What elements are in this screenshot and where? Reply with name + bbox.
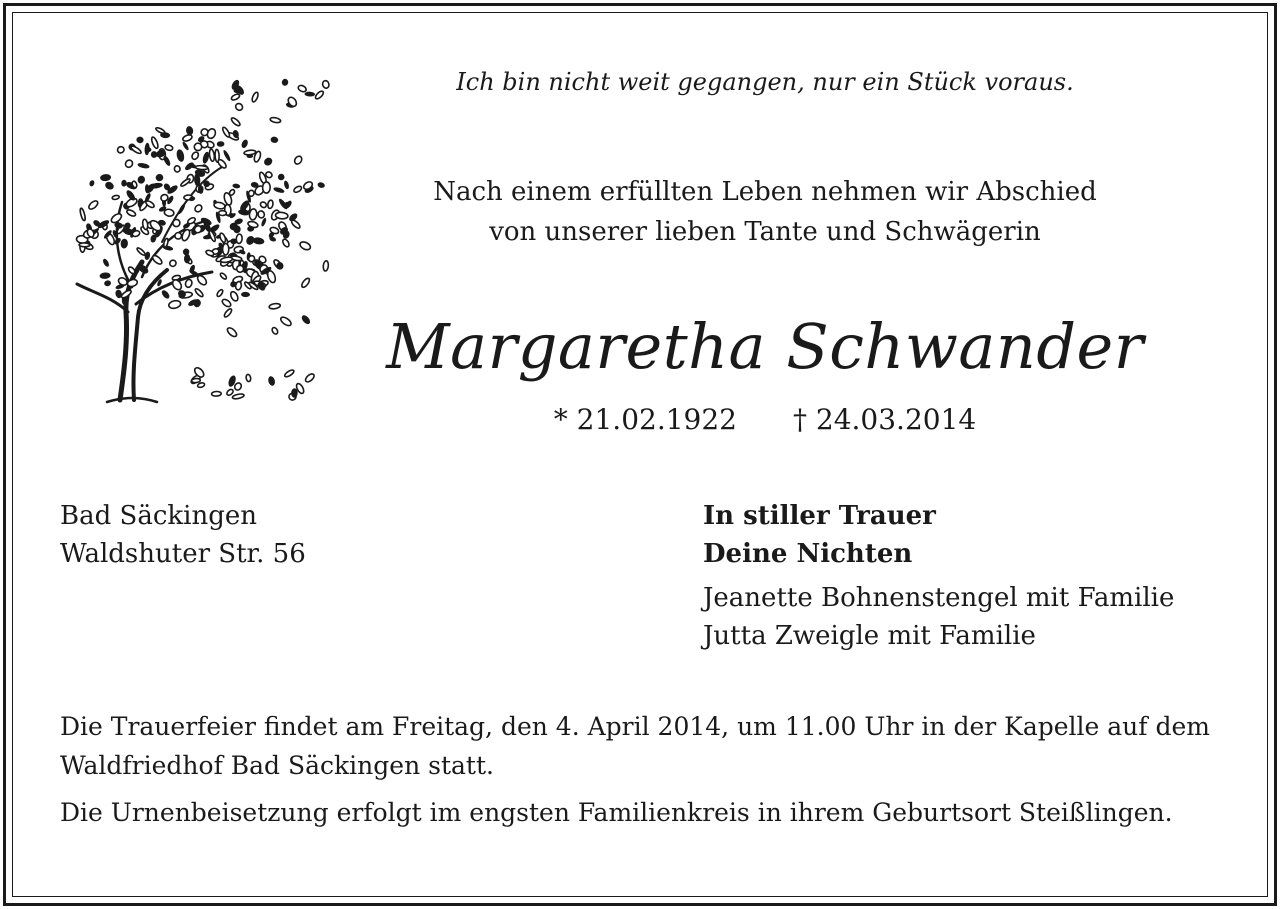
mourner-name: Jeanette Bohnenstengel mit Familie (703, 583, 1175, 613)
deceased-name: Margaretha Schwander (386, 310, 1144, 383)
motto-quote: Ich bin nicht weit gegangen, nur ein Stück voraus. (456, 68, 1074, 96)
intro-line-2: von unserer lieben Tante und Schwägerin (489, 217, 1041, 247)
address-block (60, 497, 306, 573)
mourners-heading (703, 497, 936, 573)
address-city: Bad Säckingen (60, 501, 257, 531)
burial-text: Die Urnenbeisetzung erfolgt im engsten Familienkreis in ihrem Geburtsort Steißlingen. (60, 798, 1173, 827)
mourning-phrase: In stiller Trauer (703, 501, 936, 531)
tree-icon (62, 72, 337, 407)
intro-text (380, 172, 1150, 252)
intro-line-1: Nach einem erfüllten Leben nehmen wir Abschied (433, 177, 1097, 207)
death-date: † 24.03.2014 (793, 403, 977, 436)
nieces-label: Deine Nichten (703, 539, 913, 569)
address-street: Waldshuter Str. 56 (60, 539, 306, 569)
service-info (60, 707, 1220, 840)
funeral-service-text: Die Trauerfeier findet am Freitag, den 4. April 2014, um 11.00 Uhr in der Kapelle auf dem Waldfriedhof Bad Säckingen statt. (60, 712, 1210, 780)
birth-date: * 21.02.1922 (553, 403, 737, 436)
mourner-name: Jutta Zweigle mit Familie (703, 621, 1036, 651)
mourners-list (703, 579, 1174, 655)
life-dates (380, 403, 1150, 436)
